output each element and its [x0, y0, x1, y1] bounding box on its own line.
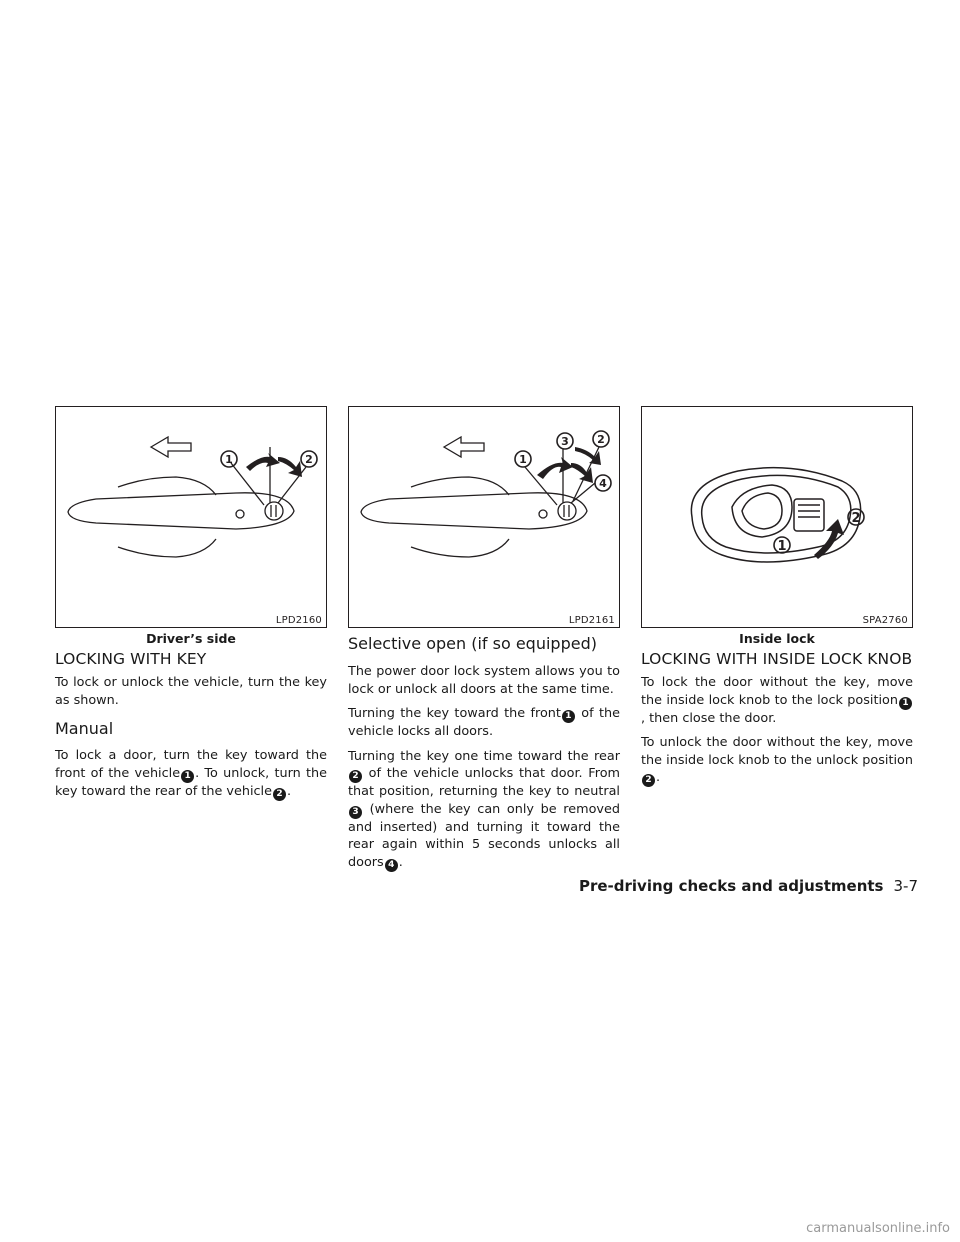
figure-code: LPD2160 [275, 615, 322, 626]
text: . To unlock, turn the key toward the rear of the vehicle [55, 765, 327, 799]
figure-caption: Driver’s side [146, 631, 236, 646]
section-heading: LOCKING WITH INSIDE LOCK KNOB [641, 650, 913, 668]
door-handle-selective-illustration [349, 407, 619, 627]
door-handle-key-illustration [56, 407, 326, 627]
fig2-callout-3: 3 [561, 435, 569, 448]
text: , then close the door. [641, 710, 777, 726]
figure-drivers-side [55, 406, 327, 628]
text: To unlock the door without the key, move the inside lock knob to the unlock position [641, 735, 913, 768]
text: Turning the key toward the front [348, 706, 561, 721]
figure-inside-lock [641, 406, 913, 628]
callout-number: 2 [642, 774, 655, 787]
paragraph: To lock or unlock the vehicle, turn the key as shown. [55, 675, 327, 708]
subsection-heading: Selective open (if so equipped) [348, 634, 597, 653]
fig2-callout-2: 2 [597, 433, 605, 446]
figure-selective-open [348, 406, 620, 628]
fig1-callout-1: 1 [225, 453, 233, 466]
watermark: carmanualsonline.info [806, 1221, 950, 1236]
callout-number: 1 [181, 770, 194, 783]
inside-lock-knob-illustration [642, 407, 912, 627]
text: To lock a door, turn the key toward the front of the vehicle [55, 748, 327, 781]
paragraph [641, 734, 913, 787]
text: . [656, 770, 661, 785]
figure-code: SPA2760 [862, 615, 908, 626]
text: . [287, 783, 292, 799]
figure-code: LPD2161 [568, 615, 615, 626]
subsection-heading: Manual [55, 719, 114, 738]
paragraph [348, 705, 620, 741]
column-3 [641, 649, 913, 787]
fig2-callout-4: 4 [599, 477, 607, 490]
fig2-callout-1: 1 [519, 453, 527, 466]
text: of the vehicle locks all doors. [348, 706, 620, 739]
page-footer [579, 877, 918, 895]
page-number: 3-7 [893, 877, 918, 895]
paragraph [641, 674, 913, 727]
callout-number: 3 [349, 806, 362, 819]
figure-caption: Inside lock [739, 631, 815, 646]
callout-number: 1 [562, 710, 575, 723]
text: Turning the key one time toward the rear [348, 748, 620, 764]
callout-number: 2 [349, 770, 362, 783]
fig3-callout-1: 1 [777, 539, 787, 554]
paragraph [55, 747, 327, 801]
text: of the vehicle unlocks that door. From that position, returning the key to neutral [348, 766, 620, 799]
footer-section-title: Pre-driving checks and adjustments [578, 877, 884, 895]
section-heading: LOCKING WITH KEY [55, 650, 207, 668]
paragraph [348, 748, 620, 872]
fig3-callout-2: 2 [851, 511, 861, 526]
column-1 [55, 649, 327, 801]
fig1-callout-2: 2 [305, 453, 313, 466]
text: To lock the door without the key, move the inside lock knob to the lock position [641, 675, 913, 708]
callout-number: 1 [899, 697, 912, 710]
text: (where the key can only be removed and inserted) and turning it toward the rear again within 5 seconds unlocks all doors [348, 801, 620, 870]
callout-number: 2 [273, 788, 286, 801]
text: . [398, 854, 403, 870]
paragraph: The power door lock system allows you to lock or unlock all doors at the same time. [348, 664, 620, 697]
column-2 [348, 633, 620, 872]
callout-number: 4 [385, 859, 398, 872]
